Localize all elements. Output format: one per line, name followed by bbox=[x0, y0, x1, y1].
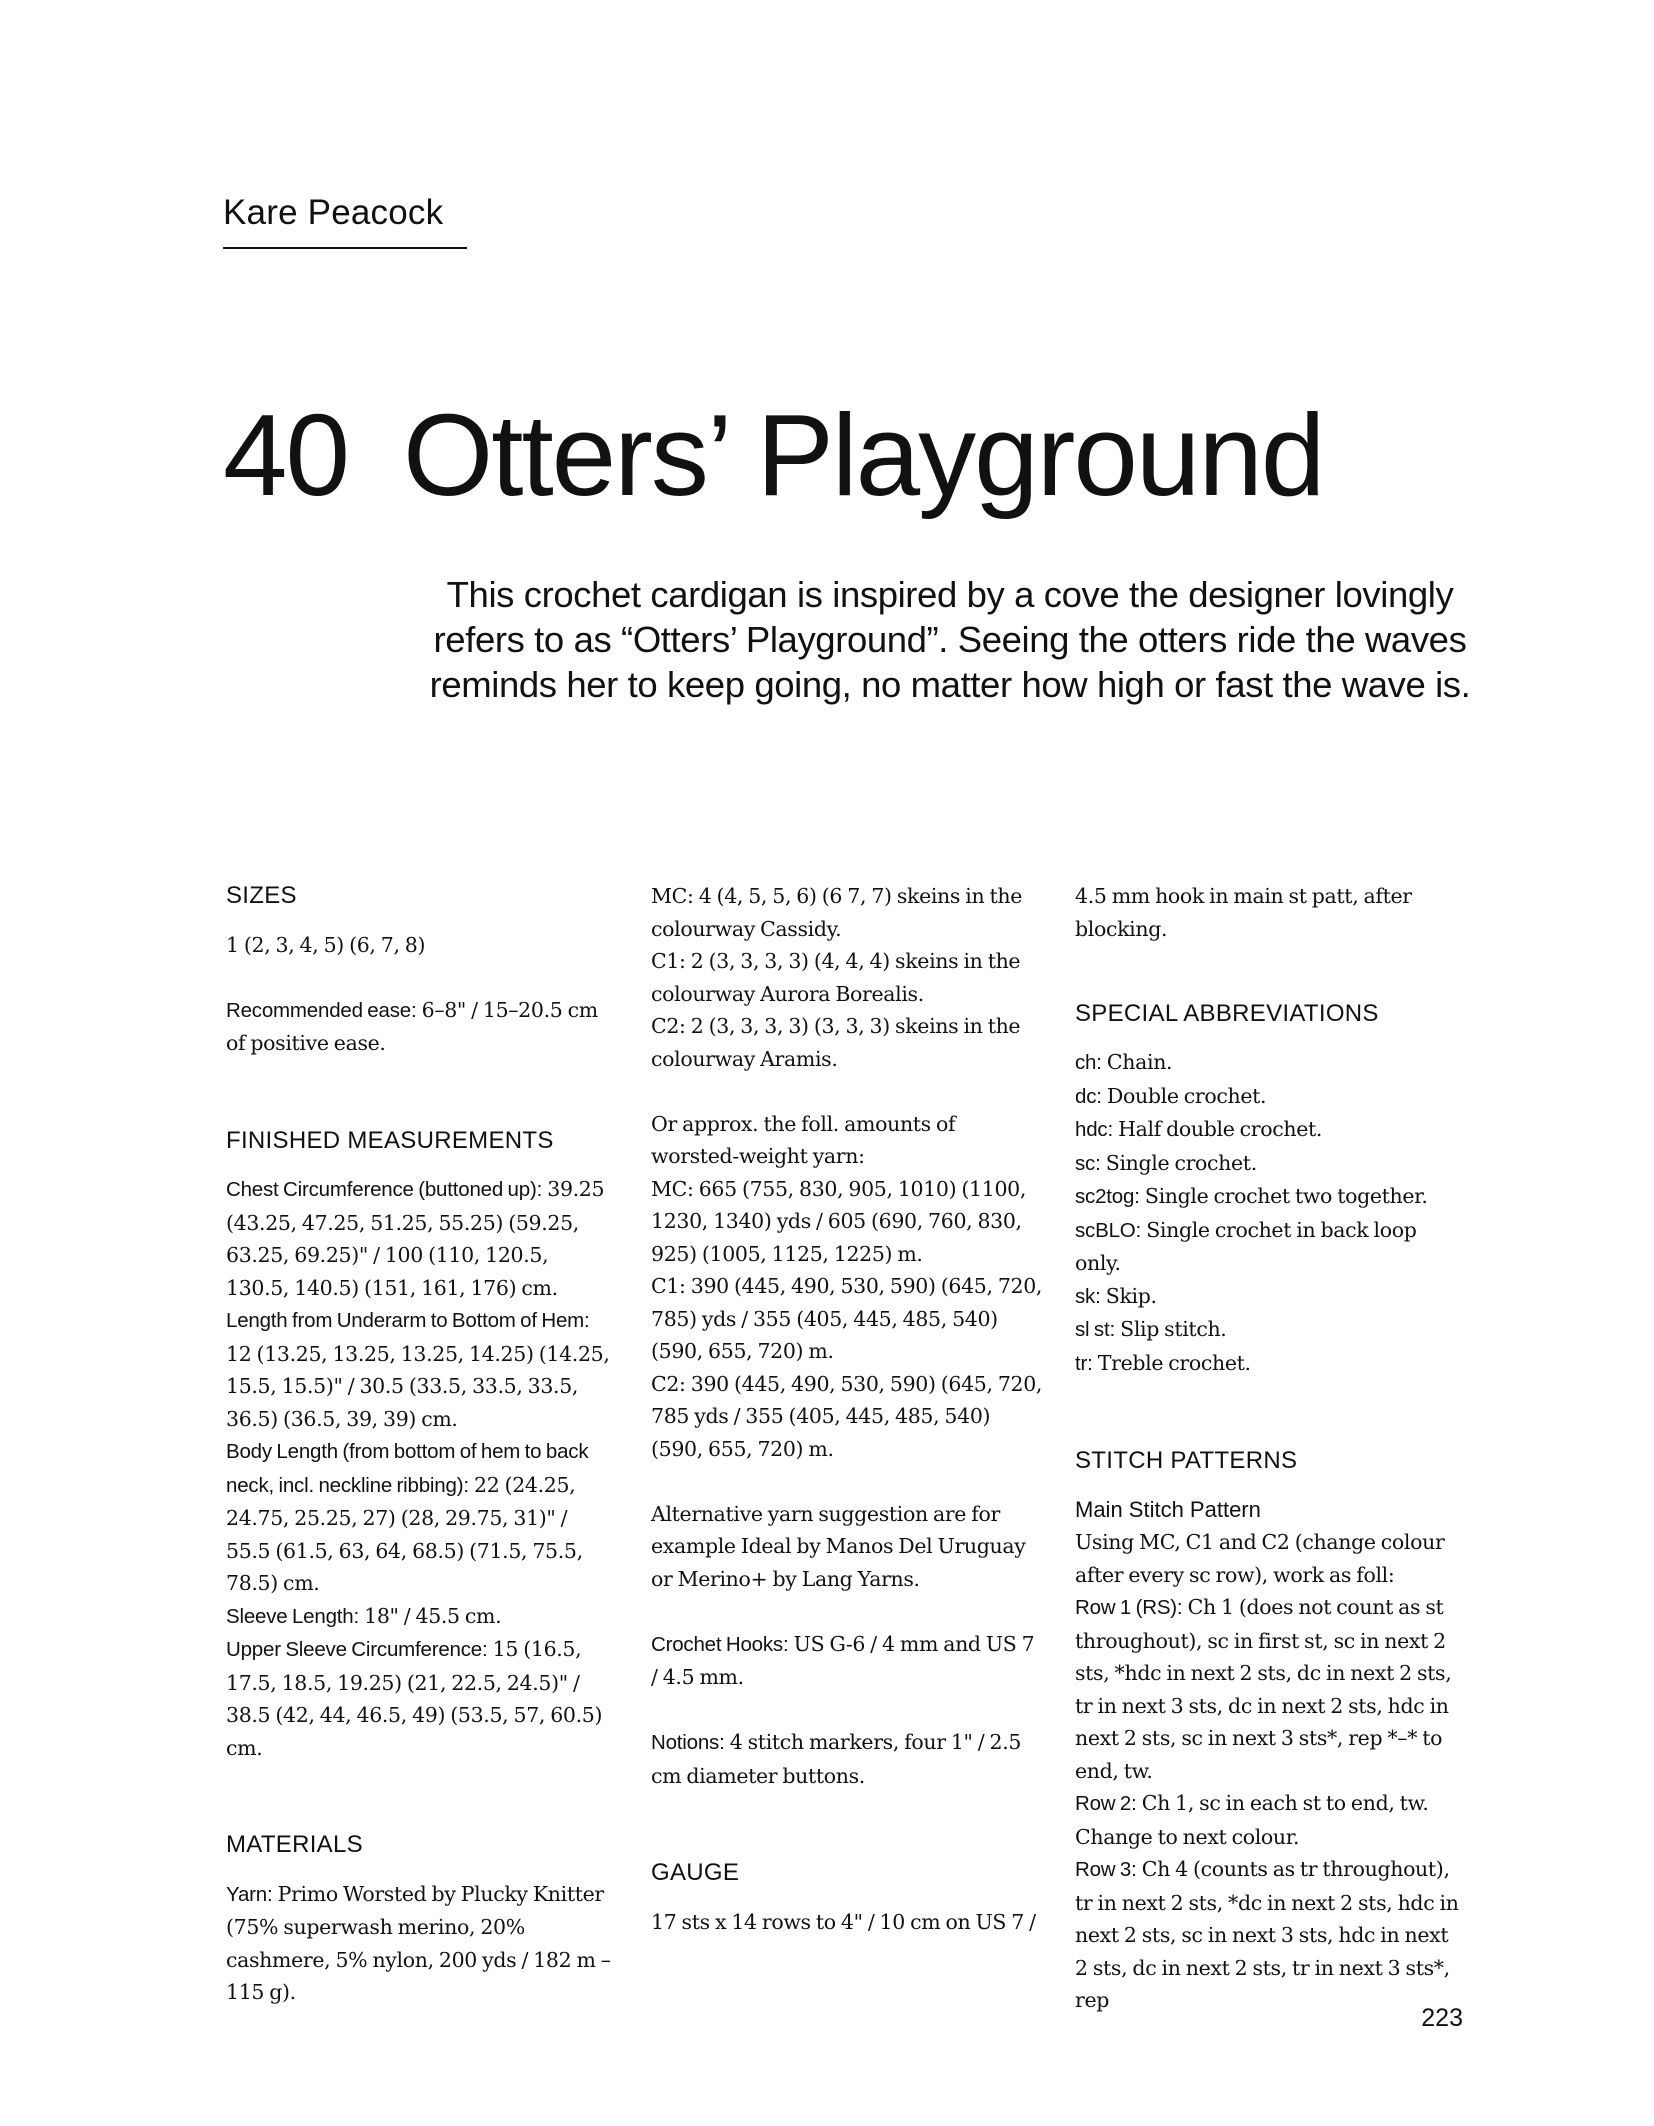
abbreviation-definition: Single crochet two together. bbox=[1144, 1184, 1428, 1208]
pattern-title bbox=[223, 385, 1323, 525]
abbreviation-term: dc: bbox=[1075, 1084, 1102, 1108]
upper-sleeve-label: Upper Sleeve Circumference: bbox=[226, 1638, 488, 1661]
approx-intro: Or approx. the foll. amounts of worsted-weight yarn: bbox=[651, 1111, 956, 1168]
chest-paragraph bbox=[226, 1173, 616, 1304]
hooks-label: Crochet Hooks: bbox=[651, 1632, 789, 1656]
row-2-instruction bbox=[1075, 1787, 1465, 1853]
notions-text: 4 stitch markers, four 1" / 2.5 cm diameter buttons. bbox=[651, 1730, 1022, 1788]
c2-skeins: C2: 2 (3, 3, 3, 3) (3, 3, 3) skeins in the colourway Aramis. bbox=[651, 1014, 1021, 1071]
abbreviation-item bbox=[1075, 1280, 1465, 1314]
abbreviation-item bbox=[1075, 1347, 1465, 1381]
length-text: 12 (13.25, 13.25, 13.25, 14.25) (14.25, 15.5, 15.5)" / 30.5 (33.5, 33.5, 33.5, 36.5) (36.5, 39, 39) cm. bbox=[226, 1341, 610, 1431]
notions-paragraph bbox=[651, 1726, 1046, 1792]
abbreviation-term: sc2tog: bbox=[1075, 1185, 1140, 1208]
row-3-instruction bbox=[1075, 1853, 1465, 2017]
sleeve-length-paragraph bbox=[226, 1600, 616, 1634]
column-2 bbox=[651, 880, 1046, 1938]
column-1 bbox=[226, 880, 616, 2009]
approx-c2: C2: 390 (445, 490, 530, 590) (645, 720, 785 yds / 355 (405, 445, 485, 540) (590, 655, 720) m. bbox=[651, 1371, 1043, 1461]
ease-label: Recommended ease: bbox=[226, 998, 417, 1022]
row-1-instruction bbox=[1075, 1591, 1465, 1787]
sleeve-length-label: Sleeve Length: bbox=[226, 1604, 359, 1628]
gauge-continued: 4.5 mm hook in main st patt, after blocking. bbox=[1075, 884, 1412, 941]
abbreviation-item bbox=[1075, 1046, 1465, 1080]
chest-text: 39.25 (43.25, 47.25, 51.25, 55.25) (59.25, 63.25, 69.25)" / 100 (110, 120.5, 130.5, 140.5) (151, 161, 176) cm. bbox=[226, 1177, 605, 1300]
abbreviation-item bbox=[1075, 1313, 1465, 1347]
finished-measurements-heading: FINISHED MEASUREMENTS bbox=[226, 1126, 554, 1154]
abbreviation-definition: Single crochet in back loop only. bbox=[1075, 1217, 1417, 1275]
row-1-label: Row 1 (RS): bbox=[1075, 1596, 1183, 1619]
hooks-text: US G-6 / 4 mm and US 7 / 4.5 mm. bbox=[651, 1631, 1035, 1689]
materials-heading: MATERIALS bbox=[226, 1831, 363, 1858]
abbreviation-definition: Double crochet. bbox=[1106, 1083, 1267, 1108]
chest-label: Chest Circumference (buttoned up): bbox=[226, 1178, 543, 1201]
abbreviation-item bbox=[1075, 1113, 1465, 1147]
yarn-paragraph bbox=[226, 1878, 616, 2009]
main-pattern-intro: Using MC, C1 and C2 (change colour after every sc row), work as foll: bbox=[1075, 1530, 1445, 1587]
abbreviation-term: sc: bbox=[1075, 1151, 1101, 1175]
gauge-text: 17 sts x 14 rows to 4" / 10 cm on US 7 / bbox=[651, 1909, 1036, 1934]
yarn-label: Yarn: bbox=[226, 1882, 273, 1906]
approx-c1: C1: 390 (445, 490, 530, 590) (645, 720, 785) yds / 355 (405, 445, 485, 540) (590, 655, 720) m. bbox=[651, 1274, 1043, 1363]
body-length-paragraph bbox=[226, 1435, 616, 1600]
column-3 bbox=[1075, 880, 1465, 2017]
page-number: 223 bbox=[1421, 2004, 1463, 2032]
sizes-heading: SIZES bbox=[226, 882, 297, 909]
c1-skeins: C1: 2 (3, 3, 3, 3) (4, 4, 4) skeins in the colourway Aurora Borealis. bbox=[651, 949, 1021, 1006]
abbreviation-definition: Slip stitch. bbox=[1120, 1317, 1227, 1341]
length-paragraph bbox=[226, 1304, 616, 1435]
abbreviation-term: sk: bbox=[1075, 1284, 1101, 1308]
row-2-label: Row 2: bbox=[1075, 1792, 1137, 1815]
author-name: Kare Peacock bbox=[223, 191, 467, 249]
abbreviation-term: hdc: bbox=[1075, 1118, 1113, 1141]
abbreviation-item bbox=[1075, 1214, 1465, 1280]
row-1-text: Ch 1 (does not count as st throughout), sc in first st, sc in next 2 sts, *hdc in next 2 sts, dc in next 2 sts, tr in next 3 sts, dc in next 2 sts, hdc in next 2 sts, sc in next 3 sts*, rep *–* to end, tw. bbox=[1075, 1595, 1452, 1783]
abbreviation-definition: Single crochet. bbox=[1105, 1150, 1257, 1175]
abbreviation-term: sl st: bbox=[1075, 1318, 1115, 1341]
sleeve-length-text: 18" / 45.5 cm. bbox=[364, 1603, 502, 1628]
upper-sleeve-paragraph bbox=[226, 1633, 616, 1764]
abbreviation-item bbox=[1075, 1180, 1465, 1214]
abbreviation-definition: Treble crochet. bbox=[1097, 1350, 1251, 1375]
body-length-text: 22 (24.25, 24.75, 25.25, 27) (28, 29.75, 31)" / 55.5 (61.5, 63, 64, 68.5) (71.5, 75.5, 78.5) cm. bbox=[226, 1472, 583, 1595]
upper-sleeve-text: 15 (16.5, 17.5, 18.5, 19.25) (21, 22.5, 24.5)" / 38.5 (42, 44, 46.5, 49) (53.5, 57, 60.5) cm. bbox=[226, 1637, 603, 1760]
alternative-yarn: Alternative yarn suggestion are for example Ideal by Manos Del Uruguay or Merino+ by Lang Yarns. bbox=[651, 1501, 1026, 1591]
abbreviation-item bbox=[1075, 1147, 1465, 1181]
ease-text: 6–8" / 15–20.5 cm of positive ease. bbox=[226, 997, 598, 1055]
length-label: Length from Underarm to Bottom of Hem: bbox=[226, 1309, 590, 1332]
abbreviations-heading: SPECIAL ABBREVIATIONS bbox=[1075, 999, 1379, 1027]
yarn-text: Primo Worsted by Plucky Knitter (75% superwash merino, 20% cashmere, 5% nylon, 200 yds / 182 m – 115 g). bbox=[226, 1881, 611, 2004]
mc-skeins: MC: 4 (4, 5, 5, 6) (6 7, 7) skeins in the colourway Cassidy. bbox=[651, 884, 1022, 941]
notions-label: Notions: bbox=[651, 1731, 725, 1754]
approx-mc: MC: 665 (755, 830, 905, 1010) (1100, 1230, 1340) yds / 605 (690, 760, 830, 925) (1005, 1125, 1225) m. bbox=[651, 1176, 1026, 1266]
abbreviation-term: tr: bbox=[1075, 1351, 1093, 1375]
abbreviation-definition: Half double crochet. bbox=[1118, 1117, 1323, 1141]
abbreviation-term: scBLO: bbox=[1075, 1218, 1142, 1242]
abbreviations-list bbox=[1075, 1046, 1465, 1380]
intro-paragraph: This crochet cardigan is inspired by a cove the designer lovingly refers to as “Otters’ Playground”. Seeing the otters ride the waves reminds her to keep going, no matter how high or fast the wave is. bbox=[429, 574, 1471, 705]
abbreviation-definition: Skip. bbox=[1105, 1283, 1157, 1308]
sizes-list: 1 (2, 3, 4, 5) (6, 7, 8) bbox=[226, 932, 426, 957]
row-2-text: Ch 1, sc in each st to end, tw. Change to next colour. bbox=[1075, 1791, 1429, 1849]
ease-paragraph bbox=[226, 994, 616, 1060]
abbreviation-term: ch: bbox=[1075, 1051, 1102, 1074]
body-length-label: Body Length (from bottom of hem to back neck, incl. neckline ribbing): bbox=[226, 1440, 589, 1497]
row-3-text: Ch 4 (counts as tr throughout), tr in next 2 sts, *dc in next 2 sts, hdc in next 2 sts, sc in next 3 sts, hdc in next 2 sts, dc in next 2 sts, tr in next 3 sts*, rep bbox=[1075, 1857, 1459, 2012]
gauge-heading: GAUGE bbox=[651, 1859, 740, 1886]
abbreviation-item bbox=[1075, 1080, 1465, 1114]
hooks-paragraph bbox=[651, 1628, 1046, 1694]
row-3-label: Row 3: bbox=[1075, 1858, 1137, 1881]
pattern-name: Otters’ Playground bbox=[403, 390, 1324, 520]
pattern-number: 40 bbox=[223, 390, 349, 520]
main-stitch-pattern-heading: Main Stitch Pattern bbox=[1075, 1496, 1261, 1522]
abbreviation-definition: Chain. bbox=[1106, 1050, 1173, 1074]
stitch-patterns-heading: STITCH PATTERNS bbox=[1075, 1447, 1298, 1474]
